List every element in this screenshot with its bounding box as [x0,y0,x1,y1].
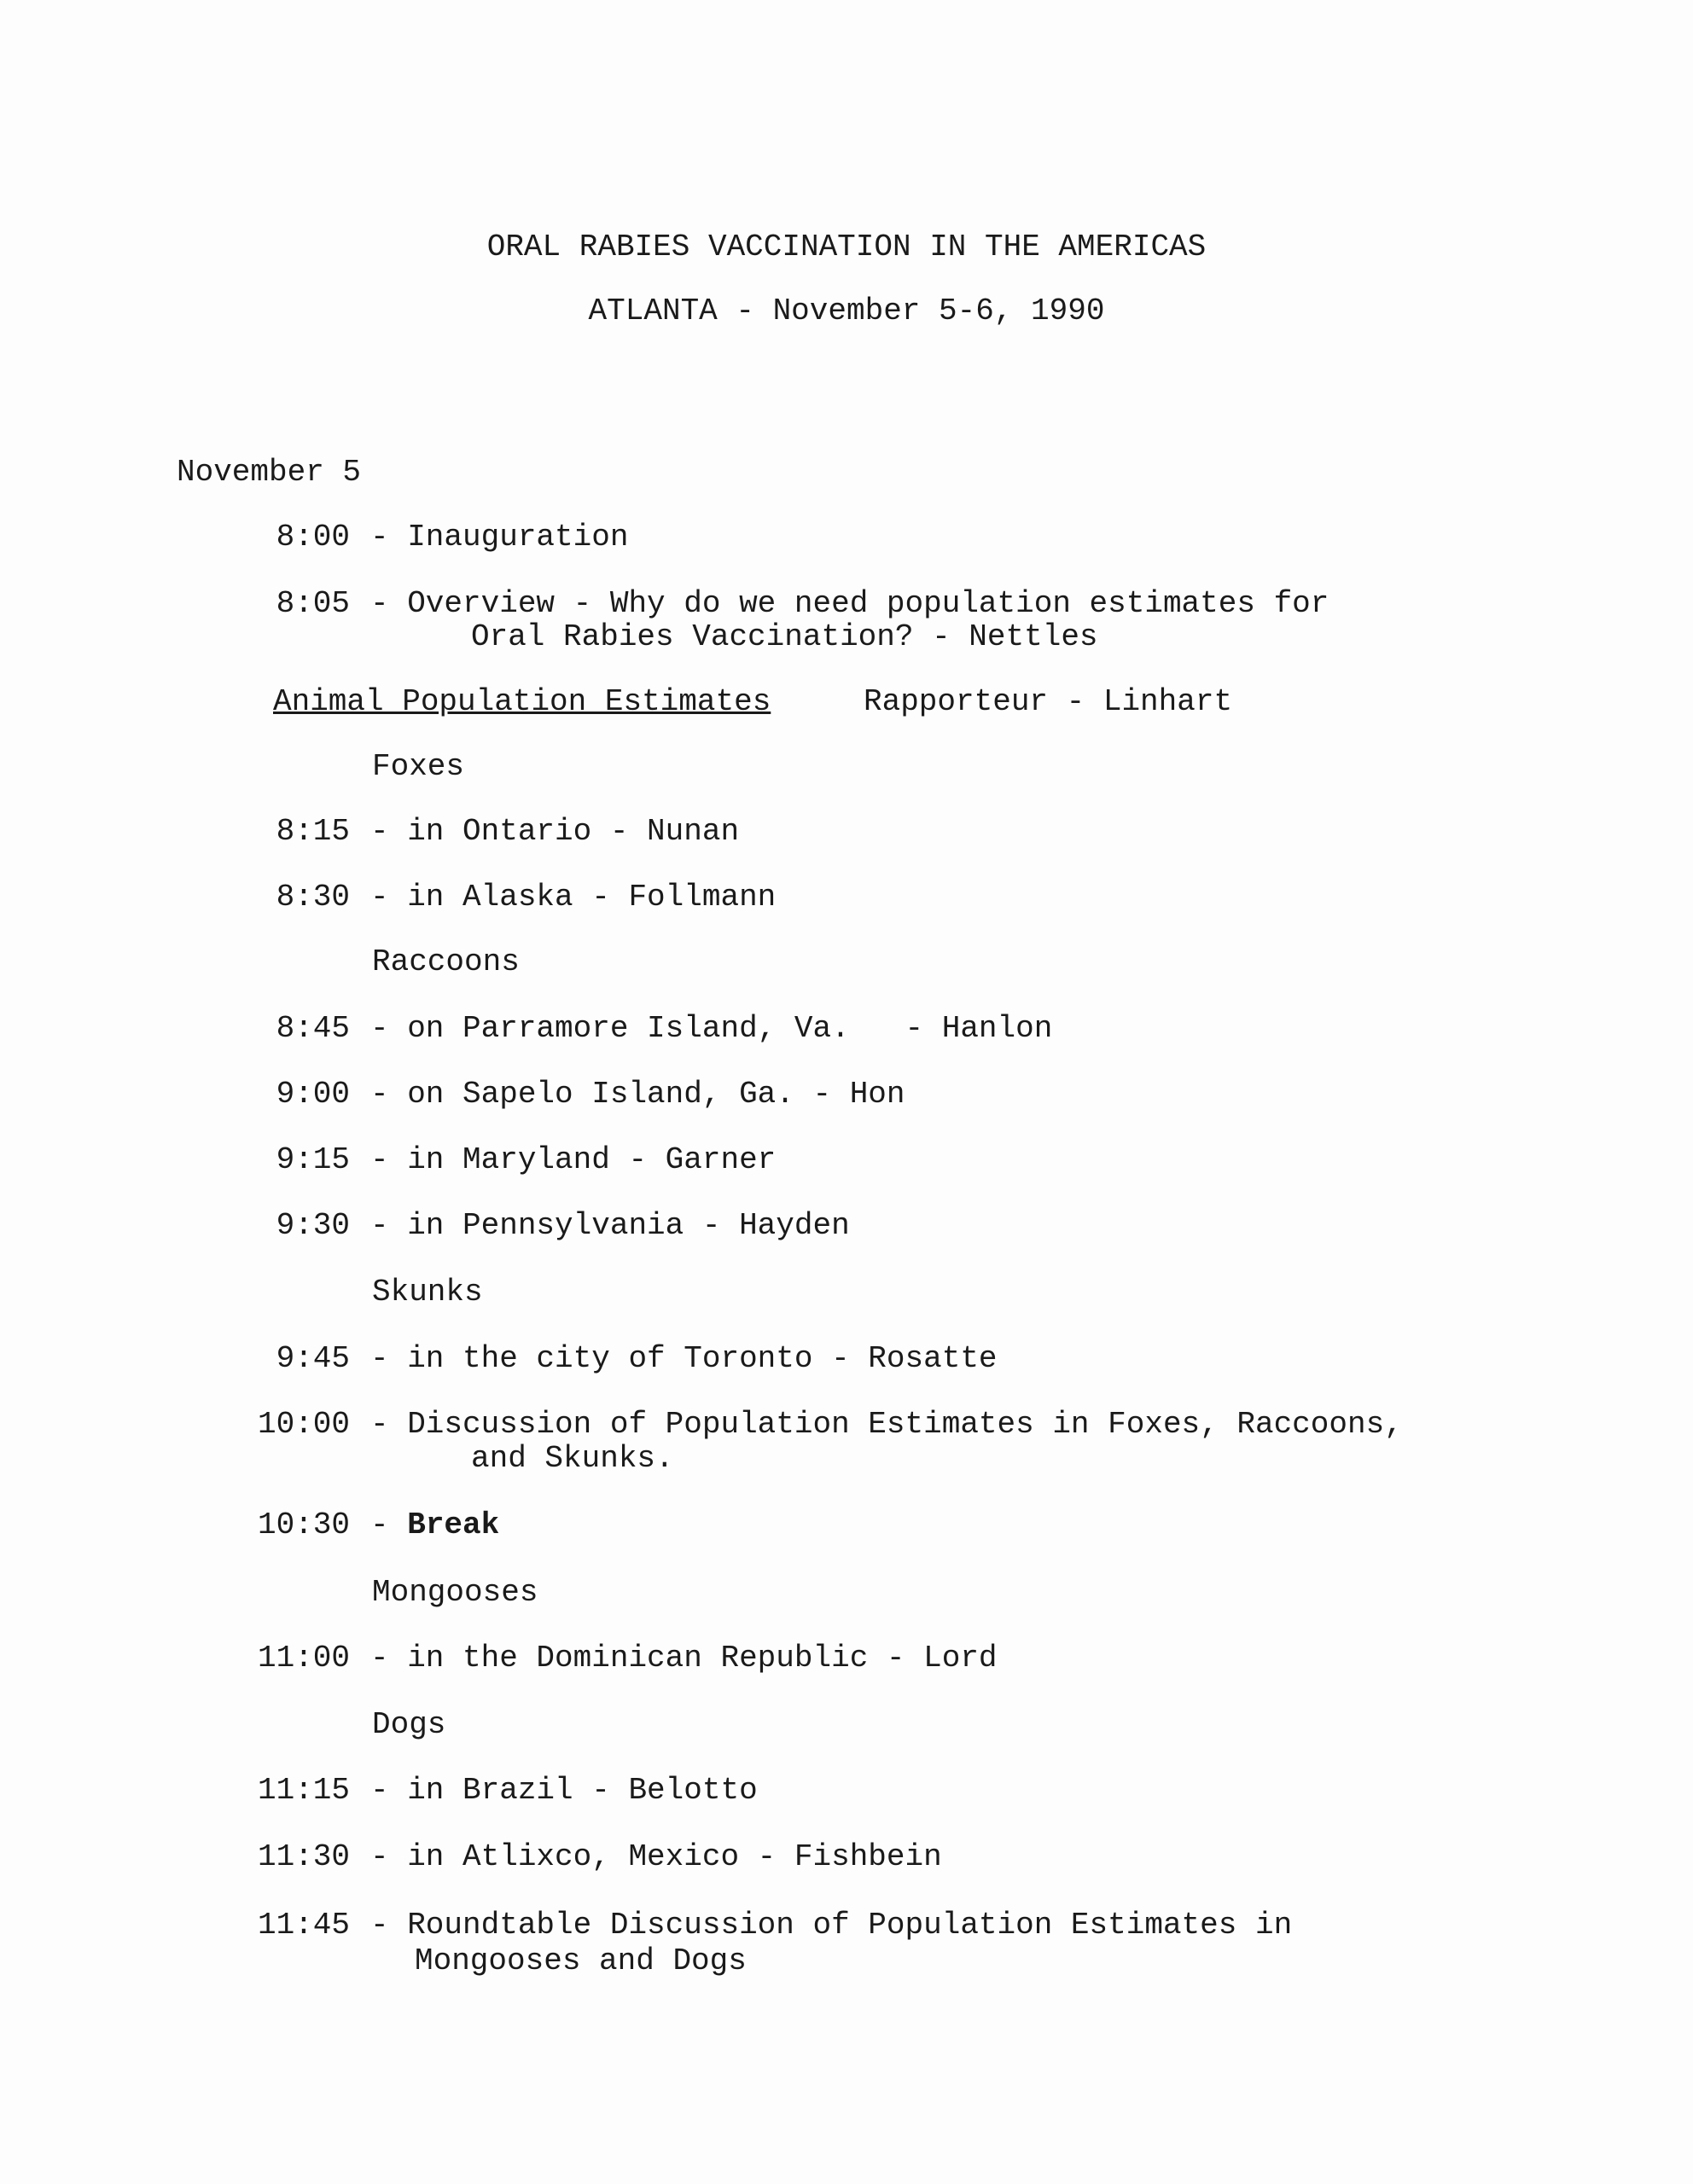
day-label: November 5 [177,455,362,490]
schedule-time: 10:00 [257,1407,350,1442]
rapporteur: Rapporteur - Linhart [864,684,1233,719]
schedule-item-continuation: Mongooses and Dogs [415,1943,747,1978]
schedule-item [370,1508,499,1542]
schedule-item: - Discussion of Population Estimates in Foxes, Raccoons, [370,1407,1403,1442]
schedule-item: - Overview - Why do we need population estimates for [370,586,1329,621]
break-dash: - [370,1507,408,1542]
schedule-time: 8:05 [276,586,350,621]
subsection-label: Raccoons [372,944,520,979]
subsection-label: Skunks [372,1275,483,1310]
schedule-time: 8:30 [276,880,350,915]
document-subtitle: ATLANTA - November 5-6, 1990 [588,293,1105,328]
schedule-item: - in Pennsylvania - Hayden [370,1208,850,1243]
schedule-time: 8:00 [276,520,350,555]
schedule-time: 11:30 [257,1839,350,1874]
schedule-time: 10:30 [257,1507,350,1542]
schedule-time: 8:45 [276,1011,350,1046]
schedule-item: - in Brazil - Belotto [370,1773,758,1808]
subsection-label: Foxes [372,749,465,784]
schedule-time: 8:15 [276,814,350,849]
section-heading: Animal Population Estimates [273,684,771,719]
break-label: Break [407,1507,500,1542]
schedule-item-continuation: Oral Rabies Vaccination? - Nettles [471,619,1098,654]
schedule-item: - on Sapelo Island, Ga. - Hon [370,1077,905,1112]
schedule-item: - in the city of Toronto - Rosatte [370,1341,998,1376]
schedule-item: - in Alaska - Follmann [370,880,777,915]
schedule-item: - in Maryland - Garner [370,1142,777,1177]
schedule-time: 9:15 [276,1142,350,1177]
schedule-time: 11:45 [257,1908,350,1943]
schedule-time: 9:00 [276,1077,350,1112]
schedule-item: - Roundtable Discussion of Population Estimates in [370,1908,1293,1943]
schedule-item: - in the Dominican Republic - Lord [370,1641,998,1676]
subsection-label: Mongooses [372,1575,538,1610]
schedule-item: - in Ontario - Nunan [370,814,740,849]
schedule-item: - in Atlixco, Mexico - Fishbein [370,1839,942,1874]
schedule-time: 9:45 [276,1341,350,1376]
schedule-item: - on Parramore Island, Va. - Hanlon [370,1011,1053,1046]
schedule-item: - Inauguration [370,520,629,555]
schedule-time: 9:30 [276,1208,350,1243]
subsection-label: Dogs [372,1707,446,1742]
document-title: ORAL RABIES VACCINATION IN THE AMERICAS [486,229,1207,264]
schedule-item-continuation: and Skunks. [471,1441,674,1476]
schedule-time: 11:15 [257,1773,350,1808]
schedule-time: 11:00 [257,1641,350,1676]
